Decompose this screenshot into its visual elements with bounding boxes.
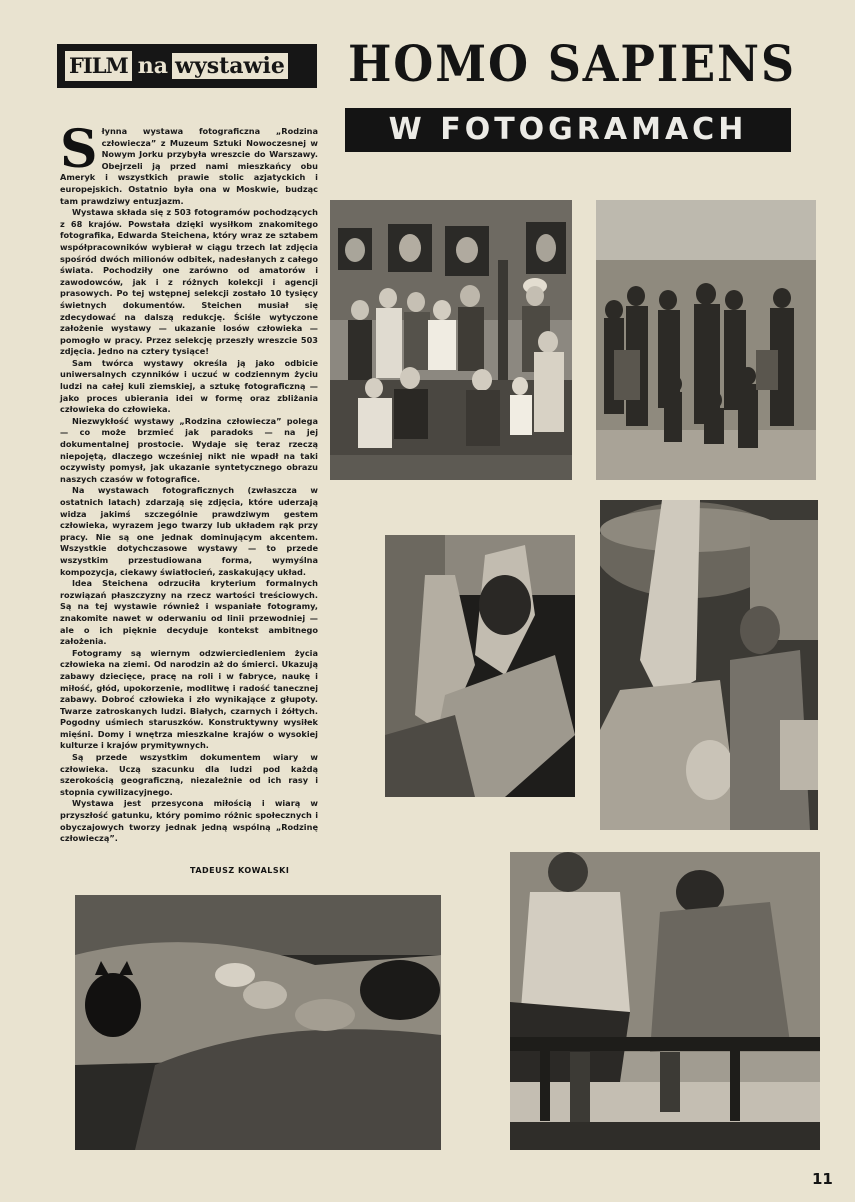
article-paragraph: Są przede wszystkim dokumentem wiary w człowieka. Uczą szacunku dla ludzi pod każdą szerokością geograficzną, niezależnie od ich rasy i stopnia cywilizacyjnego.	[60, 752, 318, 797]
photo-sleeping-woman-cats	[75, 895, 441, 1150]
article-paragraph: Fotogramy są wiernym odzwierciedleniem życia człowieka na ziemi. Od narodzin aż do śmierci. Ukazują zabawy dziecięce, pracę na roli i w fabryce, naukę i miłość, głód, upokorzenie, modlitwę i radość tanecznej zabawy. Dobroć człowieka i zło wynikające z głupoty. Twarze zatroskanych ludzi. Białych, czarnych i żółtych. Pogodny uśmiech staruszków. Konstruktywny wysiłek mięśni. Domy i wnętrza mieszkalne krajów o wysokiej kulturze i krajów prymitywnych.	[60, 647, 318, 751]
article-paragraph: Sam twórca wystawy określa ją jako odbicie uniwersalnych czynników i uczuć w codziennym życiu ludzi na całej kuli ziemskiej, a sztukę fotograficzną — jako proces ubierania idei w formę oraz zbliżania człowieka do człowieka.	[60, 357, 318, 415]
badge-wystawie-text: wystawie	[172, 53, 288, 79]
photo-woman-with-basket	[600, 500, 818, 830]
photo-couple-on-bench	[510, 852, 820, 1150]
photo-family-portrait	[330, 200, 572, 480]
article-paragraph: Niezwykłość wystawy „Rodzina człowiecza” polega — co może brzmieć jak paradoks — na jej dokumentalnej prostocie. Wydaje się teraz rzeczą niepojętą, dlaczego wcześniej nikt nie wpadł na taki oczywisty pomysł, jak ukazanie syntetycznego obrazu naszych czasów w fotografice.	[60, 415, 318, 484]
article-paragraph: Wystawa składa się z 503 fotogramów pochodzących z 68 krajów. Powstała dzięki wysiłkom znakomitego fotografika, Edwarda Steichena, który wraz ze sztabem współpracowników wybierał w ciągu trzech lat zdjęcia spośród dwóch milionów odbitek, nadesłanych z całego świata. Pochodziły one zarówno od amatorów i zawodowców, jak i z różnych kolekcji i agencji prasowych. Po tej wstępnej selekcji zostało 10 tysięcy świetnych dokumentów. Steichen musiał się zdecydować na dalszą redukcję. Ściśle wytyczone założenie wystawy — ukazanie losów człowieka — pomogło w pracy. Przez selekcję przeszły wreszcie 503 zdjęcia. Jedno na cztery tysiące!	[60, 207, 318, 357]
photo-tribal-group	[596, 200, 816, 480]
photo-wrestlers	[385, 535, 575, 797]
page-number: 11	[812, 1170, 833, 1188]
article-author: TADEUSZ KOWALSKI	[190, 866, 290, 875]
badge-na: na	[137, 53, 168, 79]
article-paragraph: łynna wystawa fotograficzna „Rodzina człowiecza” z Muzeum Sztuki Nowoczesnej w Nowym Jorku przybyła wreszcie do Warszawy. Obejrzeli ją przed nami mieszkańcy obu Ameryk i wszystkich prawie stolic azjatyckich i europejskich. Ostatnio była ona w Moskwie, budząc tam prawdziwy entuzjazm.	[60, 126, 318, 206]
drop-cap: S	[60, 119, 98, 180]
badge-film: FILM	[65, 51, 132, 81]
article-paragraph: Wystawa jest przesycona miłością i wiarą w przyszłość gatunku, który pomimo różnic społecznych i obyczajowych tworzy jednak jedną wspólną „Rodzinę człowieczą”.	[60, 798, 318, 844]
article-paragraph: Idea Steichena odrzuciła kryterium formalnych rozwiązań płaszczyzny na rzecz wartości treściowych. Są na tej wystawie również i wspaniałe fotogramy, znakomite nawet w oderwaniu od linii przewodniej — ale o ich pięknie decyduje kontekst ambitnego założenia.	[60, 578, 318, 647]
badge-wystawie	[168, 53, 288, 79]
subheadline: W FOTOGRAMACH	[345, 108, 791, 152]
section-badge	[57, 44, 317, 88]
article-body	[60, 119, 318, 845]
article-paragraph: Na wystawach fotograficznych (zwłaszcza w ostatnich latach) zdarzają się zdjęcia, które uderzają widza jakimś szczególnie prawdziwym gestem człowieka, wyrazem jego twarzy lub układem rąk przy pracy. Nie są one jednak dominującym akcentem. Wszystkie dotychczasowe wystawy — to przede wszystkim przestudiowana forma, wymyślna kompozycja, ciekawy światłocień, zaskakujący układ.	[60, 485, 318, 577]
headline: HOMO SAPIENS	[348, 34, 796, 93]
